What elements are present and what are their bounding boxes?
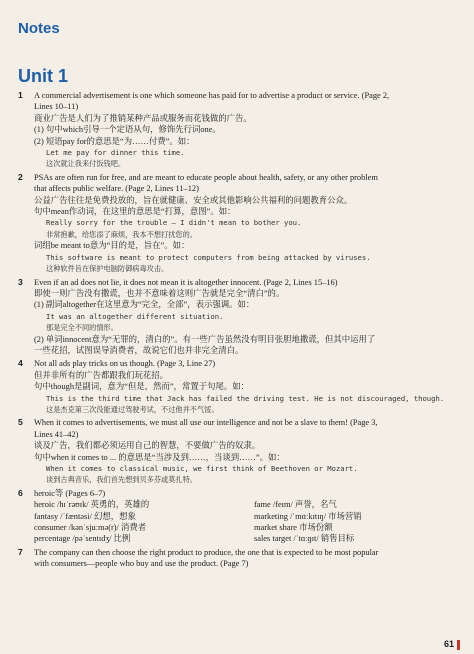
- example-line: This is the third time that Jack has failed the driving test. He is not discouraged, though.: [46, 393, 445, 403]
- note-number: 2: [18, 171, 23, 182]
- note-number: 4: [18, 358, 23, 369]
- note-line: 词组be meant to意为“目的是，旨在”。如：: [34, 241, 190, 251]
- example-line: When it comes to classical music, we first think of Beethoven or Mozart.: [46, 464, 358, 473]
- note-number: 3: [18, 276, 23, 287]
- vocab-entry: fame /feɪm/ 声誉，名气: [254, 500, 337, 510]
- note-item-4: [18, 358, 464, 415]
- note-line: 商业广告是人们为了推销某种产品或服务而花钱做的广告。: [34, 113, 252, 123]
- note-line: The company can then choose the right product to produce, the one that is expected to be most popular: [34, 547, 379, 557]
- example-line: This software is meant to protect computers from being attacked by viruses.: [46, 252, 371, 262]
- notes-content: [18, 90, 464, 572]
- page-marker-bar: [457, 640, 460, 650]
- note-item-6: [18, 488, 464, 545]
- note-line: 谈及广告，我们都必须运用自己的智慧，不要做广告的奴隶。: [34, 441, 261, 451]
- note-line: that affects public welfare. (Page 2, Lines 11–12): [34, 184, 199, 194]
- vocab-entry: sales target /ˈtɑːɡɪt/ 销售目标: [254, 534, 355, 544]
- example-line: 非常抱歉，给您添了麻烦，我本不想打扰您的。: [46, 229, 197, 239]
- vocab-entry: percentage /pəˈsentɪdʒ/ 比例: [34, 534, 131, 544]
- note-line: (2) 单词innocent意为“无罪的，清白的”。有一些广告虽然没有明目张胆地撒谎，但其中运用了: [34, 334, 376, 344]
- example-line: 谈到古典音乐，我们首先想到贝多芬或莫扎特。: [46, 475, 197, 485]
- note-number: 5: [18, 417, 23, 428]
- note-line: (2) 短语pay for的意思是“为……付费”。如：: [34, 136, 195, 146]
- note-item-7: [18, 547, 464, 570]
- note-line: When it comes to advertisements, we must all use our intelligence and not be a slave to them! (Page 3,: [34, 418, 378, 428]
- note-number: 1: [18, 90, 23, 100]
- note-line: 句中mean作动词，在这里的意思是“打算，意图”。如：: [34, 207, 236, 217]
- notes-heading: Notes: [18, 20, 60, 37]
- note-line: Lines 10–11): [34, 102, 79, 112]
- note-line: PSAs are often run for free, and are meant to educate people about health, safety, or any other problem: [34, 172, 378, 182]
- note-line: 但并非所有的广告都跟我们玩花招。: [34, 370, 168, 380]
- note-line: 句中when it comes to ... 的意思是“当涉及到……，当谈到……”。如：: [34, 452, 285, 462]
- note-line: Even if an ad does not lie, it does not mean it is altogether innocent. (Page 2, Lines 15–16): [34, 277, 338, 287]
- note-item-1: [18, 90, 464, 170]
- note-number: 6: [18, 487, 23, 498]
- example-line: 这种软件旨在保护电脑防御病毒攻击。: [46, 264, 169, 274]
- note-line: A commercial advertisement is one which someone has paid for to advertise a product or service. (Page 2,: [34, 91, 390, 100]
- note-line: 公益广告往往是免费投放的，旨在就健康、安全或其他影响公共福利的问题教育公众。: [34, 195, 353, 205]
- example-line: 这是杰克第三次没能通过驾驶考试，不过他并不气馁。: [46, 404, 219, 414]
- note-line: 一些花招，试图误导消费者，故说它们也并非完全清白。: [34, 345, 244, 355]
- example-line: 这次就让我来付饭钱吧。: [46, 159, 126, 169]
- note-number: 7: [18, 546, 23, 557]
- vocab-entry: marketing /ˈmɑːkɪtɪŋ/ 市场营销: [254, 511, 362, 521]
- note-item-5: [18, 417, 464, 485]
- example-line: Let me pay for dinner this time.: [46, 148, 185, 158]
- note-line: (1) 副词altogether在这里意为“完全，全部”，表示强调。如：: [34, 300, 255, 310]
- example-line: Really sorry for the trouble — I didn't mean to bother you.: [46, 218, 302, 228]
- example-line: It was an altogether different situation.: [46, 311, 224, 321]
- vocab-list: [34, 499, 464, 545]
- vocab-entry: consumer /kənˈsjuːmə(r)/ 消费者: [34, 523, 147, 533]
- note-line: with consumers—people who buy and use the product. (Page 7): [34, 559, 249, 569]
- vocab-entry: heroic /hɪˈrəʊɪk/ 英勇的，英雄的: [34, 500, 150, 510]
- note-line: Not all ads play tricks on us though. (Page 3, Line 27): [34, 359, 216, 369]
- note-line: heroic等 (Pages 6–7): [34, 488, 106, 498]
- page-number: 61: [444, 639, 460, 650]
- note-line: (1) 句中which引导一个定语从句，修饰先行词one。: [34, 125, 221, 135]
- example-line: 那是完全不同的情形。: [46, 323, 118, 333]
- unit-heading: Unit 1: [18, 66, 69, 86]
- note-item-2: [18, 172, 464, 275]
- vocab-entry: market share 市场份额: [254, 523, 333, 533]
- vocab-entry: fantasy /ˈfæntəsi/ 幻想，想象: [34, 511, 136, 521]
- note-line: Lines 41–42): [34, 429, 79, 439]
- note-line: 句中though是副词，意为“但是，然而”，常置于句尾。如：: [34, 382, 249, 392]
- note-item-3: [18, 277, 464, 357]
- note-line: 即使一则广告没有撒谎，也并不意味着这则广告就是完全“清白”的。: [34, 288, 285, 298]
